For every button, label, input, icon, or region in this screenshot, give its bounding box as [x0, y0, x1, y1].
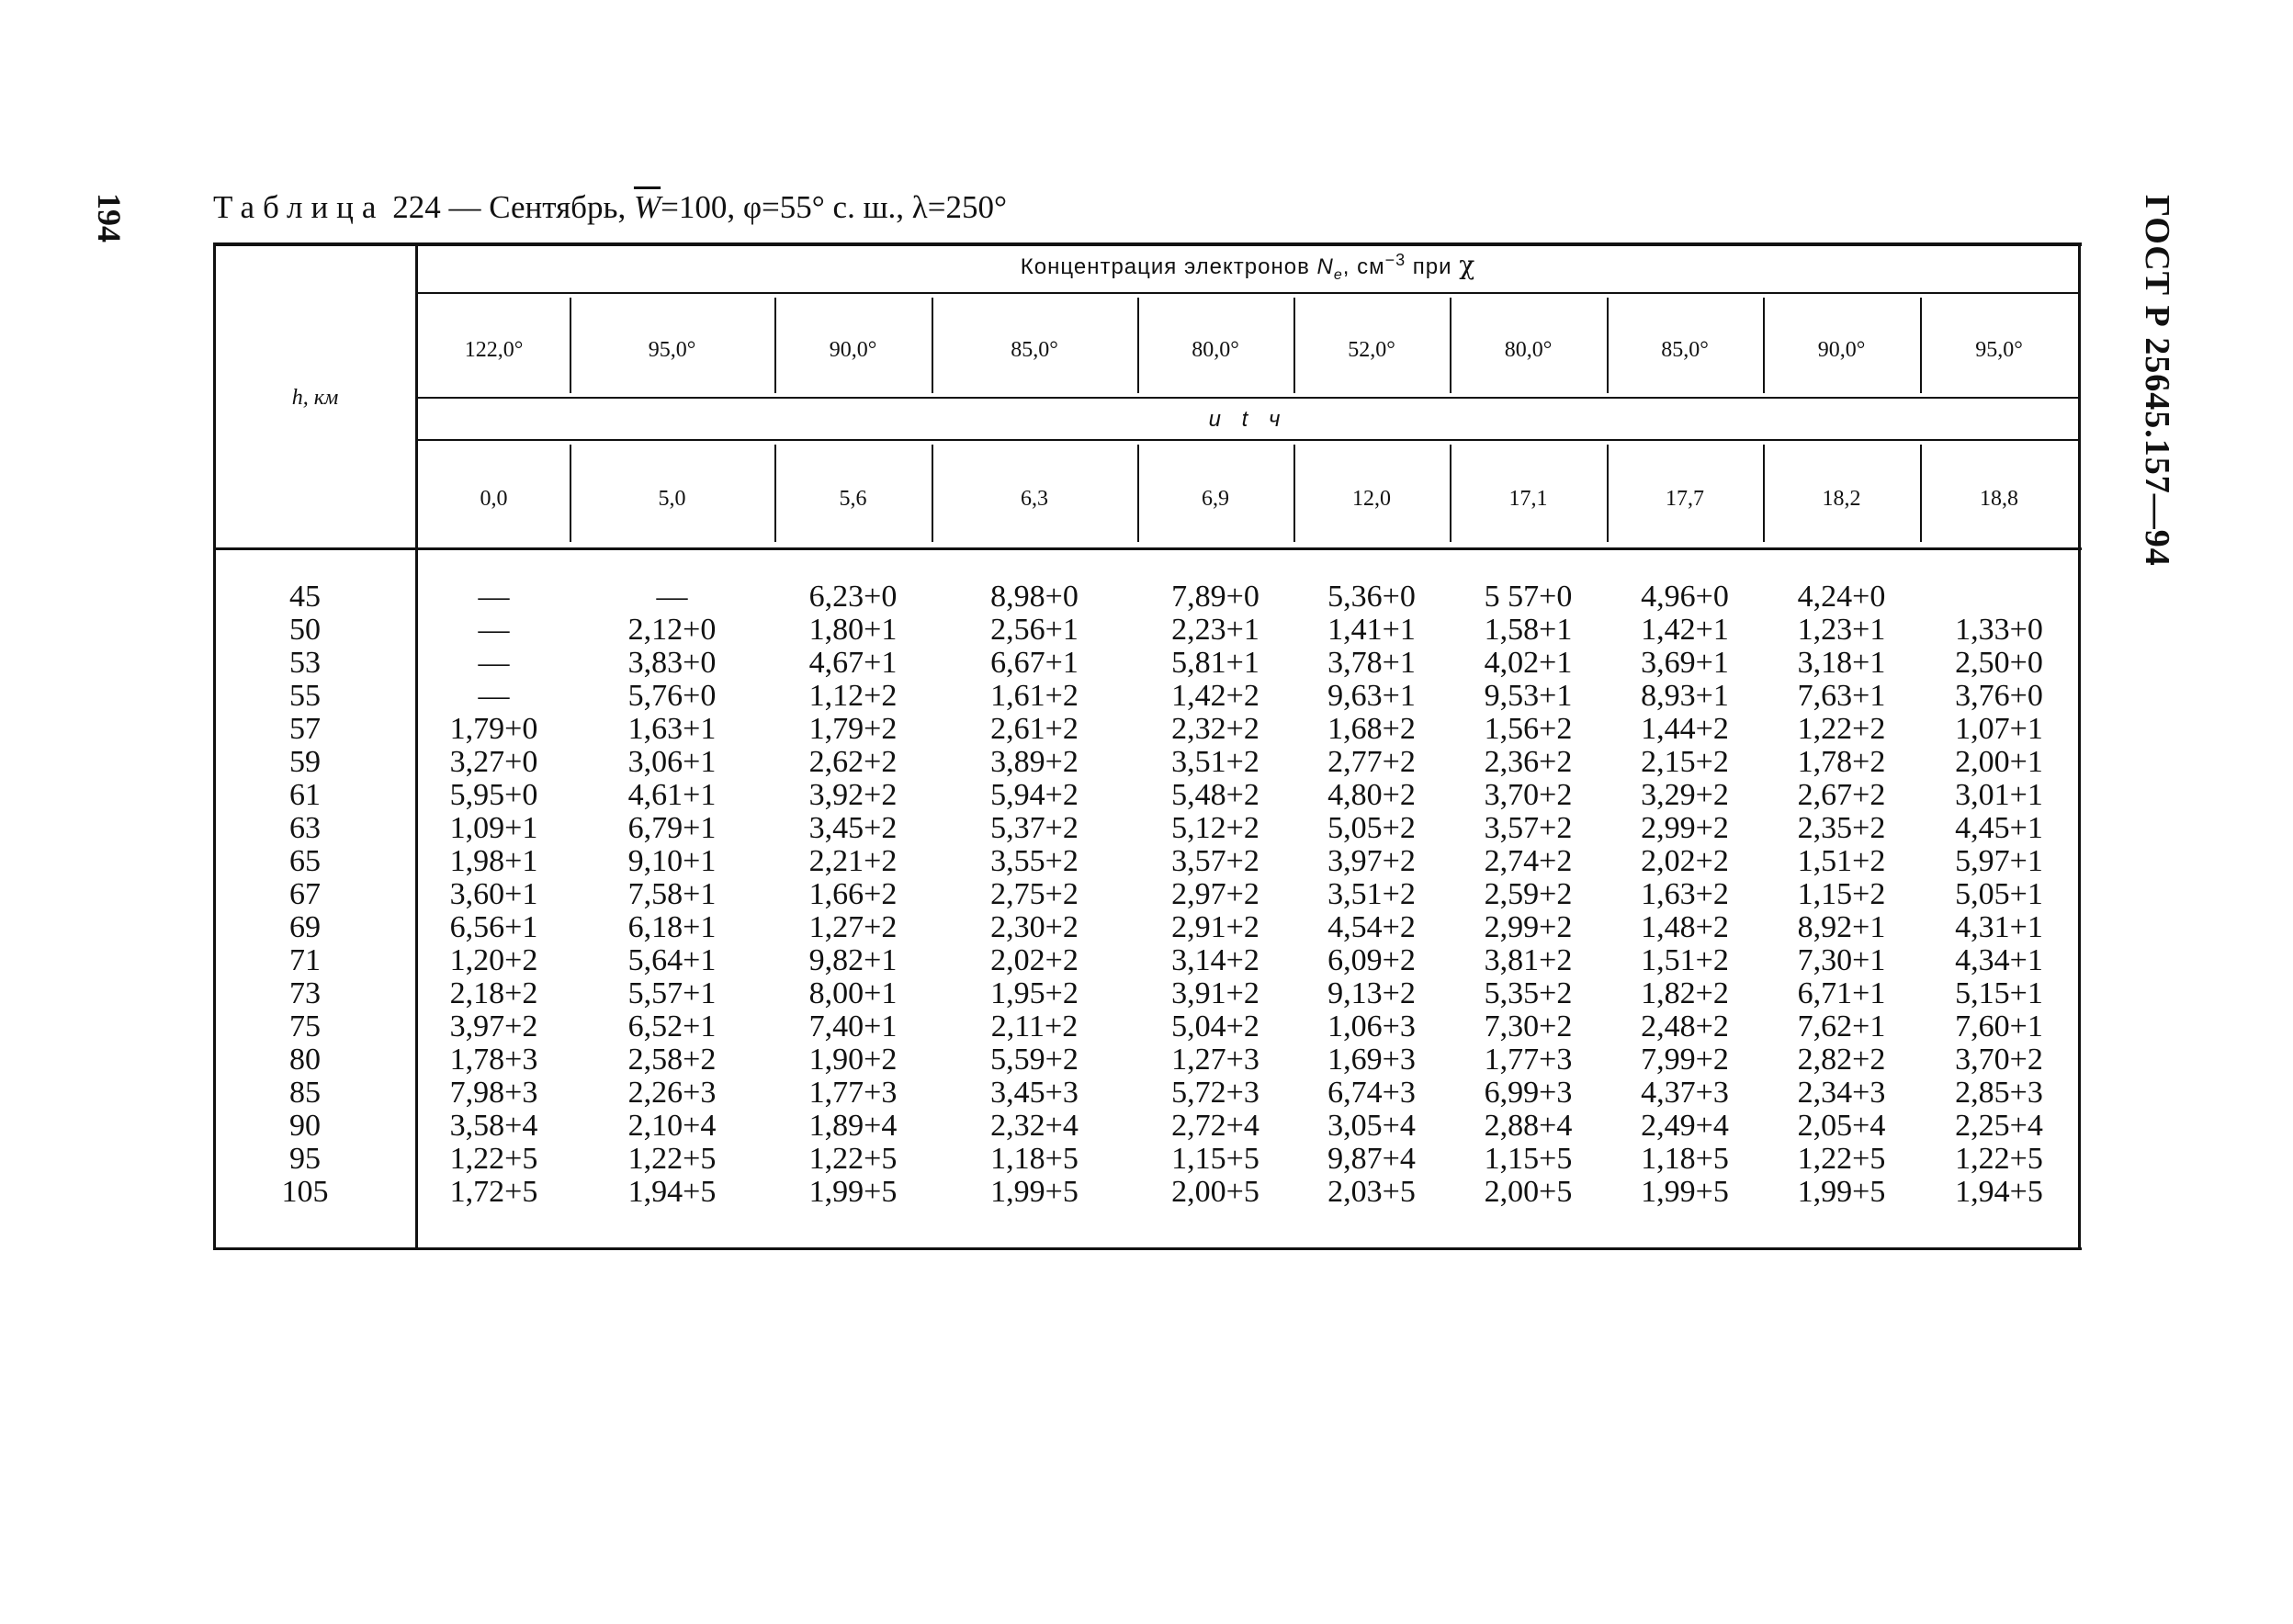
electron-concentration-cell: 1,99+5	[808, 1175, 898, 1209]
electron-concentration-cell: 6,56+1	[449, 910, 538, 944]
electron-concentration-cell: 3,01+1	[1955, 778, 2043, 812]
electron-concentration-cell: 6,09+2	[1327, 943, 1416, 977]
electron-concentration-cell: 2,99+2	[1484, 910, 1573, 944]
time-value-cell: 6,9	[1202, 487, 1229, 511]
chi-value-cell: 90,0°	[829, 338, 877, 362]
electron-concentration-cell: 1,99+5	[1797, 1175, 1886, 1209]
chi-rule	[418, 397, 2078, 399]
chi-value-cell: 80,0°	[1192, 338, 1239, 362]
electron-concentration-cell: 1,80+1	[808, 613, 898, 647]
electron-concentration-cell: 1,15+5	[1484, 1142, 1573, 1176]
electron-concentration-cell: 2,00+1	[1955, 745, 2043, 779]
electron-concentration-cell: 1,69+3	[1327, 1043, 1416, 1077]
electron-concentration-cell: 3,05+4	[1327, 1109, 1416, 1143]
electron-concentration-cell: 1,22+5	[449, 1142, 538, 1176]
electron-concentration-cell: 4,34+1	[1955, 943, 2043, 977]
electron-concentration-cell: 1,78+3	[449, 1043, 538, 1077]
electron-concentration-cell: 1,98+1	[449, 844, 538, 878]
header-bottom-rule	[213, 547, 2082, 550]
left-stub-border	[213, 246, 216, 1247]
height-value: 57	[289, 712, 321, 746]
time-value-cell: 5,6	[839, 487, 867, 511]
electron-concentration-cell: 4,45+1	[1955, 811, 2043, 845]
electron-concentration-cell: 5,72+3	[1171, 1076, 1259, 1110]
electron-concentration-cell: 1,18+5	[1641, 1142, 1729, 1176]
electron-concentration-cell: 1,58+1	[1484, 613, 1573, 647]
electron-concentration-cell: 1,66+2	[808, 877, 898, 911]
electron-concentration-cell: 5,37+2	[990, 811, 1079, 845]
electron-concentration-cell: 5,04+2	[1171, 1009, 1259, 1043]
electron-concentration-cell: 2,50+0	[1955, 646, 2043, 680]
electron-concentration-cell: 1,63+1	[627, 712, 717, 746]
electron-concentration-cell: 1,15+2	[1797, 877, 1886, 911]
height-value: 61	[289, 778, 321, 812]
electron-concentration-cell: 4,61+1	[627, 778, 717, 812]
electron-concentration-cell: 1,95+2	[990, 976, 1079, 1010]
electron-concentration-cell: 3,45+3	[990, 1076, 1079, 1110]
electron-concentration-cell: 7,89+0	[1171, 580, 1259, 614]
time-value-cell: 5,0	[658, 487, 686, 511]
electron-concentration-cell: 1,56+2	[1484, 712, 1573, 746]
electron-concentration-cell: 3,51+2	[1171, 745, 1259, 779]
time-value-cell: 18,8	[1980, 487, 2018, 511]
height-value: 80	[289, 1043, 321, 1077]
height-value: 105	[281, 1175, 329, 1209]
electron-concentration-cell: 6,52+1	[627, 1009, 717, 1043]
electron-concentration-cell: 1,94+5	[627, 1175, 717, 1209]
height-value: 53	[289, 646, 321, 680]
electron-concentration-cell: 3,27+0	[449, 745, 538, 779]
chi-value-cell: 85,0°	[1011, 338, 1058, 362]
electron-concentration-cell: 2,12+0	[627, 613, 717, 647]
electron-concentration-cell: 5,05+2	[1327, 811, 1416, 845]
electron-concentration-cell: 1,79+2	[808, 712, 898, 746]
electron-concentration-cell: 3,97+2	[1327, 844, 1416, 878]
w-value: =100,	[661, 189, 736, 225]
electron-concentration-cell: 2,02+2	[1641, 844, 1729, 878]
concentration-unit: , см	[1342, 254, 1385, 279]
right-border	[2078, 246, 2081, 1247]
chi-value-cell: 80,0°	[1504, 338, 1553, 362]
electron-concentration-cell: 2,35+2	[1797, 811, 1886, 845]
longitude: λ=250°	[911, 189, 1007, 225]
height-value: 67	[289, 877, 321, 911]
electron-concentration-cell: 2,97+2	[1171, 877, 1259, 911]
electron-concentration-cell: 6,99+3	[1484, 1076, 1573, 1110]
electron-concentration-cell: 1,22+5	[1797, 1142, 1886, 1176]
electron-concentration-cell: 6,71+1	[1797, 976, 1886, 1010]
chi-value-cell: 85,0°	[1661, 338, 1709, 362]
electron-concentration-cell: 2,59+2	[1484, 877, 1573, 911]
electron-concentration-cell: 8,93+1	[1641, 679, 1729, 713]
electron-concentration-cell: 4,96+0	[1641, 580, 1729, 614]
electron-concentration-cell: 9,13+2	[1327, 976, 1416, 1010]
electron-concentration-cell: 5,48+2	[1171, 778, 1259, 812]
and-t-header	[418, 407, 2078, 433]
electron-concentration-cell: 1,51+2	[1797, 844, 1886, 878]
electron-concentration-cell: 3,97+2	[449, 1009, 538, 1043]
electron-concentration-cell: 2,85+3	[1955, 1076, 2043, 1110]
electron-concentration-cell: 1,22+5	[627, 1142, 717, 1176]
electron-concentration-cell: 3,76+0	[1955, 679, 2043, 713]
electron-concentration-cell: 3,06+1	[627, 745, 717, 779]
electron-concentration-cell: 2,10+4	[627, 1109, 717, 1143]
electron-concentration-cell: 3,55+2	[990, 844, 1079, 878]
electron-concentration-cell: 7,99+2	[1641, 1043, 1729, 1077]
electron-concentration-cell: 1,42+1	[1641, 613, 1729, 647]
chi-value-cell: 122,0°	[464, 338, 524, 362]
electron-concentration-cell: 2,11+2	[990, 1009, 1079, 1043]
electron-concentration-cell: 1,94+5	[1955, 1175, 2043, 1209]
electron-concentration-cell: 2,15+2	[1641, 745, 1729, 779]
electron-concentration-cell: 7,63+1	[1797, 679, 1886, 713]
electron-concentration-cell: 9,82+1	[808, 943, 898, 977]
electron-concentration-cell: —	[478, 679, 510, 713]
electron-concentration-cell: 4,31+1	[1955, 910, 2043, 944]
electron-concentration-cell: 3,18+1	[1797, 646, 1886, 680]
time-value-cell: 17,1	[1508, 487, 1548, 511]
latitude: φ=55° с. ш.,	[742, 189, 905, 225]
electron-concentration-cell: 1,89+4	[808, 1109, 898, 1143]
electron-concentration-cell: 1,78+2	[1797, 745, 1886, 779]
electron-concentration-cell: 3,81+2	[1484, 943, 1573, 977]
electron-concentration-cell: 5,59+2	[990, 1043, 1079, 1077]
time-value-cell: 17,7	[1666, 487, 1704, 511]
electron-concentration-cell: 2,88+4	[1484, 1109, 1573, 1143]
electron-concentration-cell: 2,74+2	[1484, 844, 1573, 878]
electron-concentration-cell: 1,09+1	[449, 811, 538, 845]
electron-concentration-cell: 5,57+1	[627, 976, 717, 1010]
electron-concentration-cell: 6,23+0	[808, 580, 898, 614]
electron-concentration-cell: 1,33+0	[1955, 613, 2043, 647]
electron-concentration-cell: 6,18+1	[627, 910, 717, 944]
electron-concentration-cell: 5,97+1	[1955, 844, 2043, 878]
electron-concentration-cell: 8,00+1	[808, 976, 898, 1010]
w-symbol: $\overline{W}$	[633, 189, 661, 225]
electron-concentration-cell: 1,77+3	[1484, 1043, 1573, 1077]
table-number: 224	[392, 189, 441, 225]
electron-concentration-cell: 5,76+0	[627, 679, 717, 713]
electron-concentration-cell: 5,64+1	[627, 943, 717, 977]
electron-concentration-cell: 2,32+2	[1171, 712, 1259, 746]
electron-concentration-cell: 2,34+3	[1797, 1076, 1886, 1110]
page-number: 194	[91, 193, 128, 242]
electron-concentration-cell: 3,29+2	[1641, 778, 1729, 812]
electron-concentration-cell: 1,51+2	[1641, 943, 1729, 977]
electron-concentration-cell: 7,60+1	[1955, 1009, 2043, 1043]
height-value: 75	[289, 1009, 321, 1043]
electron-concentration-cell: 7,62+1	[1797, 1009, 1886, 1043]
electron-concentration-cell: 1,06+3	[1327, 1009, 1416, 1043]
height-value: 55	[289, 679, 321, 713]
electron-concentration-cell: 3,57+2	[1484, 811, 1573, 845]
ne-symbol: N	[1316, 254, 1334, 279]
height-value: 59	[289, 745, 321, 779]
electron-concentration-cell: 2,61+2	[990, 712, 1079, 746]
electron-concentration-cell: 1,99+5	[990, 1175, 1079, 1209]
time-value-cell: 18,2	[1822, 487, 1861, 511]
electron-concentration-cell: 1,68+2	[1327, 712, 1416, 746]
electron-concentration-cell: 1,12+2	[808, 679, 898, 713]
electron-concentration-cell: 1,44+2	[1641, 712, 1729, 746]
table-title	[213, 189, 1007, 226]
height-value: 69	[289, 910, 321, 944]
height-value: 63	[289, 811, 321, 845]
electron-concentration-cell: 2,21+2	[808, 844, 898, 878]
electron-concentration-cell: 3,92+2	[808, 778, 898, 812]
electron-concentration-cell: 2,36+2	[1484, 745, 1573, 779]
electron-concentration-cell: 3,45+2	[808, 811, 898, 845]
concentration-prefix: Концентрация электронов	[1020, 254, 1317, 279]
electron-concentration-cell: 3,60+1	[449, 877, 538, 911]
electron-concentration-cell: 1,63+2	[1641, 877, 1729, 911]
electron-concentration-cell: 2,00+5	[1171, 1175, 1259, 1209]
electron-concentration-cell: 5 57+0	[1484, 580, 1573, 614]
electron-concentration-cell: 7,40+1	[808, 1009, 898, 1043]
electron-concentration-cell: —	[478, 613, 510, 647]
title-month: Сентябрь,	[489, 189, 627, 225]
electron-concentration-cell: 2,67+2	[1797, 778, 1886, 812]
electron-concentration-cell: 1,27+2	[808, 910, 898, 944]
electron-concentration-cell: 2,72+4	[1171, 1109, 1259, 1143]
electron-concentration-cell: 9,63+1	[1327, 679, 1416, 713]
height-value: 71	[289, 943, 321, 977]
ne-subscript: e	[1333, 266, 1343, 283]
electron-concentration-cell: 2,77+2	[1327, 745, 1416, 779]
electron-concentration-cell: 7,30+2	[1484, 1009, 1573, 1043]
and-t-label: и t ч	[1208, 407, 1288, 432]
electron-concentration-cell: 1,07+1	[1955, 712, 2043, 746]
electron-concentration-cell: 1,18+5	[990, 1142, 1079, 1176]
electron-concentration-cell: 2,62+2	[808, 745, 898, 779]
electron-concentration-cell: 1,22+2	[1797, 712, 1886, 746]
table-label: Таблица	[213, 189, 385, 225]
electron-concentration-cell: 1,22+5	[808, 1142, 898, 1176]
time-value-cell: 12,0	[1352, 487, 1391, 511]
electron-concentration-cell: 5,95+0	[449, 778, 538, 812]
electron-concentration-cell: 2,18+2	[449, 976, 538, 1010]
electron-concentration-cell: 4,54+2	[1327, 910, 1416, 944]
electron-concentration-cell: 1,22+5	[1955, 1142, 2043, 1176]
height-value: 85	[289, 1076, 321, 1110]
electron-concentration-cell: 1,41+1	[1327, 613, 1416, 647]
concentration-suffix: при	[1406, 254, 1460, 279]
electron-concentration-cell: 9,87+4	[1327, 1142, 1416, 1176]
electron-concentration-cell: 4,24+0	[1797, 580, 1886, 614]
electron-concentration-cell: 2,82+2	[1797, 1043, 1886, 1077]
height-value: 73	[289, 976, 321, 1010]
electron-concentration-cell: 3,83+0	[627, 646, 717, 680]
height-value: 65	[289, 844, 321, 878]
gost-standard-id: ГОСТ Р 25645.157—94	[2138, 195, 2176, 567]
electron-concentration-cell: 3,69+1	[1641, 646, 1729, 680]
electron-concentration-cell: 3,58+4	[449, 1109, 538, 1143]
electron-concentration-cell: 1,90+2	[808, 1043, 898, 1077]
electron-concentration-cell: 2,02+2	[990, 943, 1079, 977]
chi-value-cell: 95,0°	[1975, 338, 2023, 362]
height-value: 95	[289, 1142, 321, 1176]
and-t-rule	[418, 439, 2078, 441]
electron-concentration-cell: 9,10+1	[627, 844, 717, 878]
electron-concentration-cell: 1,23+1	[1797, 613, 1886, 647]
electron-concentration-cell: 2,05+4	[1797, 1109, 1886, 1143]
electron-concentration-cell: 3,51+2	[1327, 877, 1416, 911]
electron-concentration-cell: 1,82+2	[1641, 976, 1729, 1010]
electron-concentration-cell: 5,12+2	[1171, 811, 1259, 845]
electron-concentration-cell: 2,75+2	[990, 877, 1079, 911]
electron-concentration-cell: 6,79+1	[627, 811, 717, 845]
electron-concentration-cell: —	[478, 646, 510, 680]
chi-value-cell: 52,0°	[1348, 338, 1395, 362]
electron-concentration-cell: 8,92+1	[1797, 910, 1886, 944]
electron-concentration-cell: 2,25+4	[1955, 1109, 2043, 1143]
electron-concentration-cell: 2,26+3	[627, 1076, 717, 1110]
electron-concentration-cell: 4,37+3	[1641, 1076, 1729, 1110]
electron-concentration-cell: 7,58+1	[627, 877, 717, 911]
unit-power: −3	[1384, 251, 1406, 269]
concentration-header	[418, 250, 2078, 284]
electron-concentration-cell: 1,72+5	[449, 1175, 538, 1209]
electron-concentration-cell: 5,35+2	[1484, 976, 1573, 1010]
chi-symbol: χ	[1459, 250, 1476, 280]
height-value: 90	[289, 1109, 321, 1143]
electron-concentration-cell: 2,56+1	[990, 613, 1079, 647]
electron-concentration-cell: 4,80+2	[1327, 778, 1416, 812]
chi-value-cell: 95,0°	[648, 338, 696, 362]
chi-value-cell: 90,0°	[1817, 338, 1866, 362]
electron-concentration-cell: 2,03+5	[1327, 1175, 1416, 1209]
electron-concentration-cell: 2,91+2	[1171, 910, 1259, 944]
electron-concentration-cell: 4,02+1	[1484, 646, 1573, 680]
electron-concentration-cell: 6,74+3	[1327, 1076, 1416, 1110]
electron-concentration-cell: 1,77+3	[808, 1076, 898, 1110]
electron-concentration-cell: 3,89+2	[990, 745, 1079, 779]
electron-concentration-cell: 3,70+2	[1484, 778, 1573, 812]
height-value: 45	[289, 580, 321, 614]
electron-concentration-cell: 3,70+2	[1955, 1043, 2043, 1077]
electron-concentration-cell: 2,49+4	[1641, 1109, 1729, 1143]
title-dash: —	[448, 189, 481, 225]
electron-concentration-cell: 5,05+1	[1955, 877, 2043, 911]
electron-concentration-cell: 2,00+5	[1484, 1175, 1573, 1209]
electron-concentration-cell: 7,98+3	[449, 1076, 538, 1110]
electron-concentration-cell: 6,67+1	[990, 646, 1079, 680]
electron-concentration-cell: 1,42+2	[1171, 679, 1259, 713]
electron-concentration-cell: 2,99+2	[1641, 811, 1729, 845]
electron-concentration-cell: 1,15+5	[1171, 1142, 1259, 1176]
electron-concentration-cell: 5,15+1	[1955, 976, 2043, 1010]
electron-concentration-cell: 3,78+1	[1327, 646, 1416, 680]
electron-concentration-cell: —	[656, 580, 688, 614]
electron-concentration-cell: 1,48+2	[1641, 910, 1729, 944]
electron-concentration-cell: 9,53+1	[1484, 679, 1573, 713]
electron-concentration-cell: —	[478, 580, 510, 614]
electron-concentration-cell: 7,30+1	[1797, 943, 1886, 977]
electron-concentration-cell: 1,99+5	[1641, 1175, 1729, 1209]
electron-concentration-cell: 1,27+3	[1171, 1043, 1259, 1077]
electron-concentration-cell: 3,57+2	[1171, 844, 1259, 878]
h-label: h, км	[291, 386, 339, 410]
electron-concentration-cell: 2,30+2	[990, 910, 1079, 944]
electron-concentration-cell: 5,94+2	[990, 778, 1079, 812]
electron-concentration-cell: 3,91+2	[1171, 976, 1259, 1010]
electron-concentration-cell: 1,20+2	[449, 943, 538, 977]
electron-concentration-cell: 1,61+2	[990, 679, 1079, 713]
electron-concentration-cell: 1,79+0	[449, 712, 538, 746]
top-rule-thick	[213, 242, 2082, 246]
time-value-cell: 0,0	[480, 487, 508, 511]
electron-concentration-cell: 2,23+1	[1171, 613, 1259, 647]
height-column-header	[217, 386, 413, 411]
electron-concentration-cell: 8,98+0	[990, 580, 1079, 614]
electron-concentration-cell: 5,81+1	[1171, 646, 1259, 680]
electron-concentration-cell: 2,48+2	[1641, 1009, 1729, 1043]
height-value: 50	[289, 613, 321, 647]
bottom-rule	[213, 1247, 2082, 1250]
electron-concentration-cell: 2,58+2	[627, 1043, 717, 1077]
electron-concentration-cell: 2,32+4	[990, 1109, 1079, 1143]
electron-concentration-cell: 4,67+1	[808, 646, 898, 680]
electron-concentration-cell: 3,14+2	[1171, 943, 1259, 977]
concentration-rule	[418, 292, 2078, 294]
electron-concentration-cell: 5,36+0	[1327, 580, 1416, 614]
time-value-cell: 6,3	[1021, 487, 1048, 511]
